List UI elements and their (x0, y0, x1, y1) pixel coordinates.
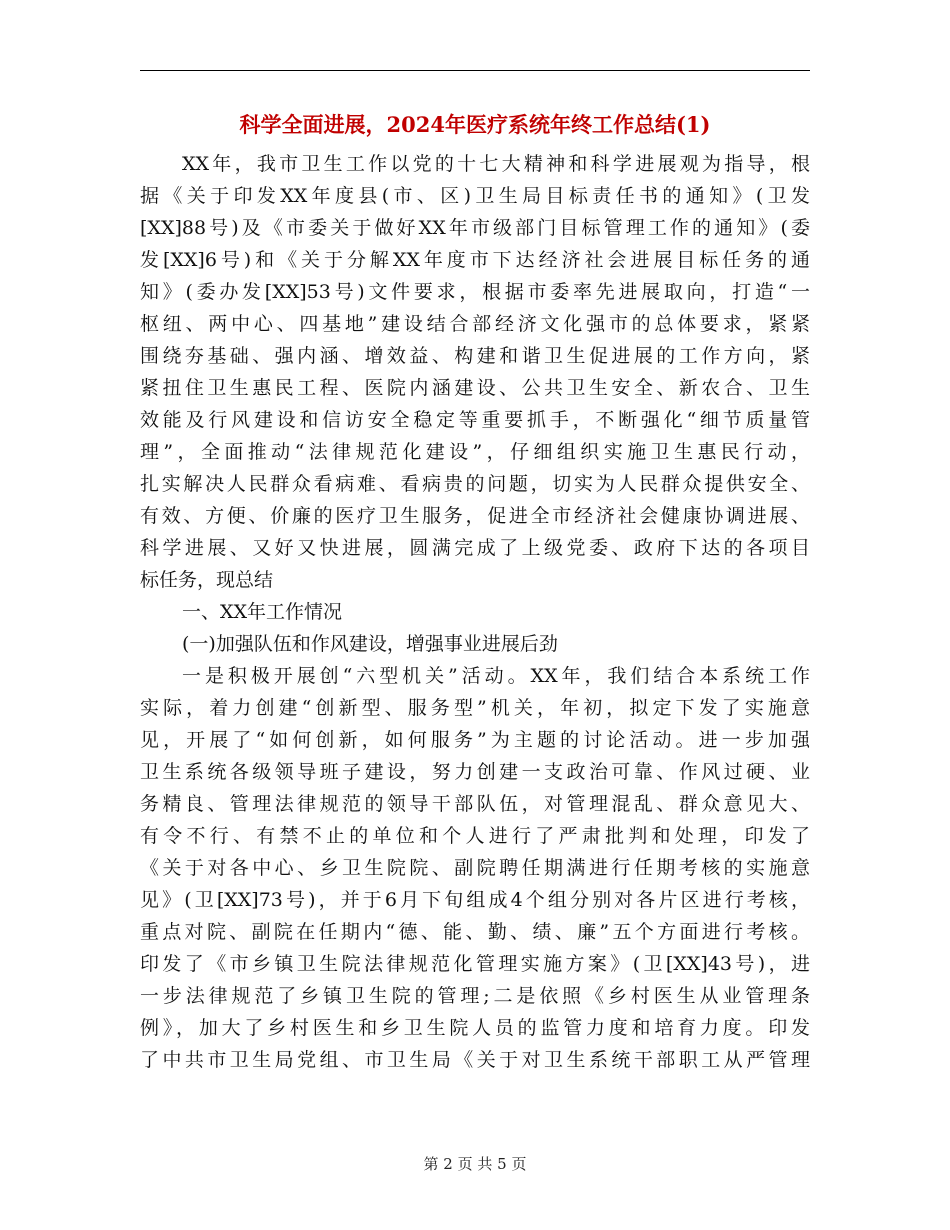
body-line: 有效、方便、价廉的医疗卫生服务，促进全市经济社会健康协调进展、 (140, 505, 810, 527)
body-line: 卫生系统各级领导班子建设，努力创建一支政治可靠、作风过硬、业 (140, 761, 810, 783)
body-line: [XX]88号)及《市委关于做好XX年市级部门目标管理工作的通知》(委 (140, 217, 810, 239)
body-line: 枢纽、两中心、四基地”建设结合部经济文化强市的总体要求，紧紧 (140, 313, 810, 335)
body-line: 一是积极开展创“六型机关”活动。XX年，我们结合本系统工作 (182, 665, 810, 687)
body-line: 见，开展了“如何创新，如何服务”为主题的讨论活动。进一步加强 (140, 729, 810, 751)
body-line: 紧扭住卫生惠民工程、医院内涵建设、公共卫生安全、新农合、卫生 (140, 377, 810, 399)
header-rule (140, 70, 810, 71)
body-line: 围绕夯基础、强内涵、增效益、构建和谐卫生促进展的工作方向，紧 (140, 345, 810, 367)
body-line: 一步法律规范了乡镇卫生院的管理;二是依照《乡村医生从业管理条 (140, 985, 810, 1007)
body-line: 理”，全面推动“法律规范化建设”，仔细组织实施卫生惠民行动， (140, 441, 810, 463)
body-line: 发[XX]6号)和《关于分解XX年度市下达经济社会进展目标任务的通 (140, 249, 810, 271)
body-line: 标任务，现总结 (140, 569, 274, 591)
body-line: XX年，我市卫生工作以党的十七大精神和科学进展观为指导，根 (182, 153, 810, 175)
body-line: 实际，着力创建“创新型、服务型”机关，年初，拟定下发了实施意 (140, 697, 810, 719)
page-footer: 第 2 页 共 5 页 (423, 1155, 527, 1173)
body-line: 一、XX年工作情况 (182, 601, 343, 623)
body-line: 了中共市卫生局党组、市卫生局《关于对卫生系统干部职工从严管理 (140, 1049, 810, 1071)
body-line: 见》(卫[XX]73号)，并于6月下旬组成4个组分别对各片区进行考核， (140, 889, 810, 911)
body-line: 印发了《市乡镇卫生院法律规范化管理实施方案》(卫[XX]43号)，进 (140, 953, 810, 975)
body-line: (一)加强队伍和作风建设，增强事业进展后劲 (182, 633, 558, 655)
body-line: 有令不行、有禁不止的单位和个人进行了严肃批判和处理，印发了 (140, 825, 810, 847)
body-line: 扎实解决人民群众看病难、看病贵的问题，切实为人民群众提供安全、 (140, 473, 810, 495)
body-line: 重点对院、副院在任期内“德、能、勤、绩、廉”五个方面进行考核。 (140, 921, 810, 943)
body-line: 务精良、管理法律规范的领导干部队伍，对管理混乱、群众意见大、 (140, 793, 810, 815)
body-line: 《关于对各中心、乡卫生院院、副院聘任期满进行任期考核的实施意 (140, 857, 810, 879)
body-line: 科学进展、又好又快进展，圆满完成了上级党委、政府下达的各项目 (140, 537, 810, 559)
document-body (140, 148, 810, 1076)
document-title: 科学全面进展，2024年医疗系统年终工作总结(1) (239, 112, 711, 137)
body-line: 知》(委办发[XX]53号)文件要求，根据市委率先进展取向，打造“一 (140, 281, 810, 303)
body-line: 据《关于印发XX年度县(市、区)卫生局目标责任书的通知》(卫发 (140, 185, 810, 207)
body-line: 例》，加大了乡村医生和乡卫生院人员的监管力度和培育力度。印发 (140, 1017, 810, 1039)
body-line: 效能及行风建设和信访安全稳定等重要抓手，不断强化“细节质量管 (140, 409, 810, 431)
